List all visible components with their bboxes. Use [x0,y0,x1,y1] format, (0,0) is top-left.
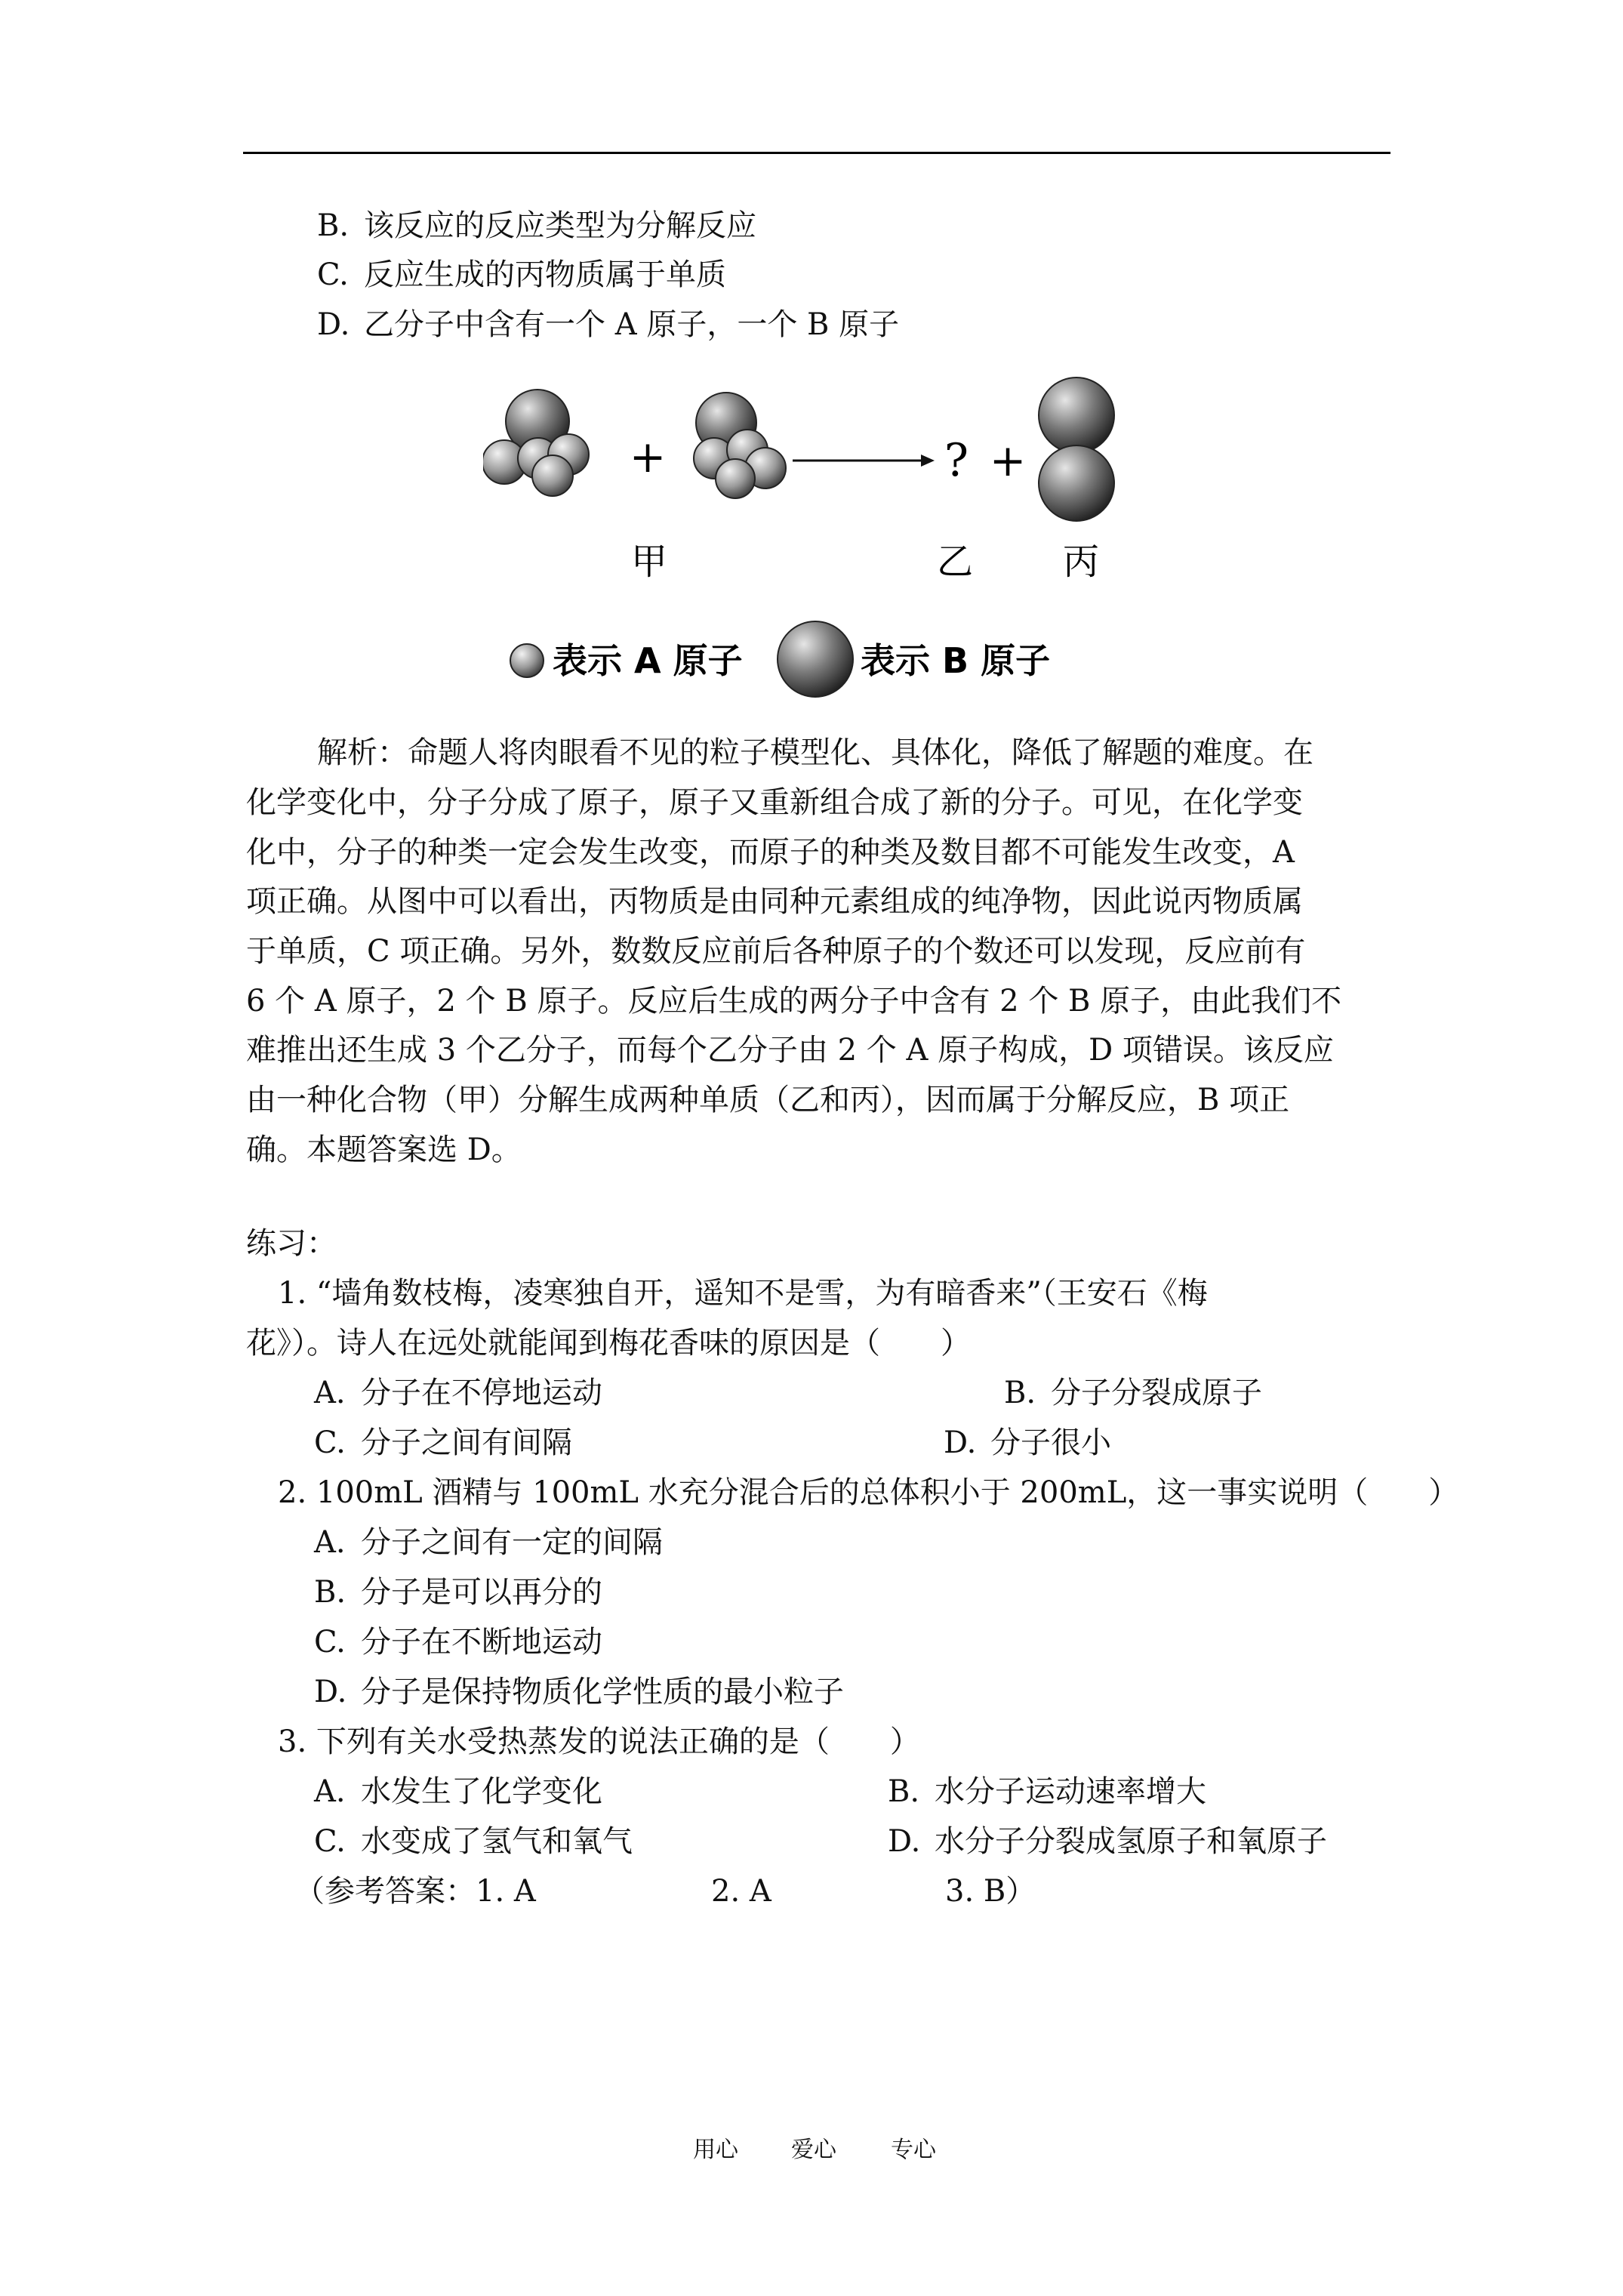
analysis-line: 6 个 A 原子，2 个 B 原子。反应后生成的两分子中含有 2 个 B 原子，由此我们不 [246,984,1342,1019]
option-text: 分子在不断地运动 [361,1625,602,1660]
question-1-option-a [314,1368,602,1418]
header-rule [243,152,1390,154]
analysis-line: 于单质，C 项正确。另外，数数反应前后各种原子的个数还可以发现，反应前有 [246,934,1306,969]
legend-a-text: 表示 A 原子 [553,640,743,681]
option-text: 分子是可以再分的 [361,1575,602,1610]
option-label: C. [317,257,349,292]
molecule-jia-2 [694,393,786,498]
option-label: D. [944,1425,977,1460]
option-label: A. [314,1525,346,1560]
option-label: B. [314,1575,346,1610]
question-1-option-b [1004,1368,1262,1418]
label-bing: 丙 [1062,541,1100,583]
legend-a [510,640,743,681]
legend-b [778,621,1050,697]
question-3-option-b [888,1767,1206,1817]
option-text: 水发生了化学变化 [361,1774,602,1809]
option-d [317,300,899,350]
footer-word-3: 专心 [891,2137,936,2163]
question-1-line1: 1. “墙角数枝梅，凌寒独自开，遥知不是雪，为有暗香来”（王安石《梅 [278,1276,1208,1311]
question-3-line1: 3. 下列有关水受热蒸发的说法正确的是（ ） [278,1724,920,1759]
question-mark: ? [944,434,969,487]
option-text: 分子很小 [990,1425,1111,1460]
option-label: B. [888,1774,920,1809]
analysis-line: 项正确。从图中可以看出，丙物质是由同种元素组成的纯净物，因此说丙物质属 [246,884,1303,919]
analysis-line: 化中，分子的种类一定会发生改变，而原子的种类及数目都不可能发生改变，A [246,835,1295,870]
footer-word-1: 用心 [693,2137,738,2163]
answer-3: 3. B） [945,1874,1036,1909]
option-label: D. [888,1824,921,1859]
analysis-line: 化学变化中，分子分成了原子，原子又重新组合成了新的分子。可见，在化学变 [246,785,1303,820]
question-2-option-b [314,1567,602,1617]
question-2-line1: 2. 100mL 酒精与 100mL 水充分混合后的总体积小于 200mL，这一事实说明（ ） [278,1475,1459,1510]
option-label: A. [314,1376,346,1410]
question-1-option-c [314,1418,572,1468]
option-label: D. [317,307,350,342]
molecule-bing [1039,378,1114,521]
option-c [317,250,726,300]
footer-word-2: 爱心 [791,2137,836,2163]
option-label: B. [317,208,350,243]
option-label: D. [314,1675,347,1709]
option-text: 乙分子中含有一个 A 原子，一个 B 原子 [364,307,900,342]
option-label: B. [1004,1376,1036,1410]
analysis-line: 解析：命题人将肉眼看不见的粒子模型化、具体化，降低了解题的难度。在 [317,735,1313,770]
option-text: 分子是保持物质化学性质的最小粒子 [361,1675,844,1709]
option-text: 分子分裂成原子 [1051,1376,1262,1410]
option-text: 水变成了氢气和氧气 [361,1824,633,1859]
option-text: 反应生成的丙物质属于单质 [364,257,726,292]
option-text: 分子之间有间隔 [361,1425,572,1460]
question-2-option-d [314,1667,844,1717]
answer-2: 2. A [711,1874,771,1909]
option-text: 分子在不停地运动 [361,1376,602,1410]
option-label: C. [314,1824,346,1859]
analysis-line: 确。本题答案选 D。 [246,1133,522,1167]
plus-sign: + [629,431,667,482]
plus-sign: + [989,435,1027,486]
analysis-line: 由一种化合物（甲）分解生成两种单质（乙和丙），因而属于分解反应，B 项正 [246,1083,1290,1117]
legend-b-text: 表示 B 原子 [861,640,1051,681]
practice-title: 练习： [246,1226,337,1261]
question-3-option-d [888,1817,1327,1866]
option-label: C. [314,1425,346,1460]
option-text: 水分子运动速率增大 [935,1774,1206,1809]
option-text: 该反应的反应类型为分解反应 [364,208,756,243]
question-2-option-a [314,1518,663,1567]
question-3-option-a [314,1767,602,1817]
molecule-jia-1 [483,390,589,496]
question-1-line2: 花》）。诗人在远处就能闻到梅花香味的原因是（ ） [246,1326,971,1361]
option-b [317,201,756,251]
answer-1: 1. A [476,1874,536,1909]
reaction-diagram [483,370,1163,702]
label-jia: 甲 [630,541,668,583]
question-1-option-d [944,1418,1111,1468]
analysis-line: 难推出还生成 3 个乙分子，而每个乙分子由 2 个 A 原子构成，D 项错误。该反应 [246,1033,1334,1068]
label-yi: 乙 [936,541,974,583]
option-text: 水分子分裂成氢原子和氧原子 [935,1824,1327,1859]
option-label: C. [314,1625,346,1660]
reaction-arrow [793,455,935,467]
question-3-option-c [314,1817,633,1866]
answer-key-open: （参考答案： [294,1874,476,1909]
option-label: A. [314,1774,346,1809]
question-2-option-c [314,1617,602,1667]
option-text: 分子之间有一定的间隔 [361,1525,663,1560]
